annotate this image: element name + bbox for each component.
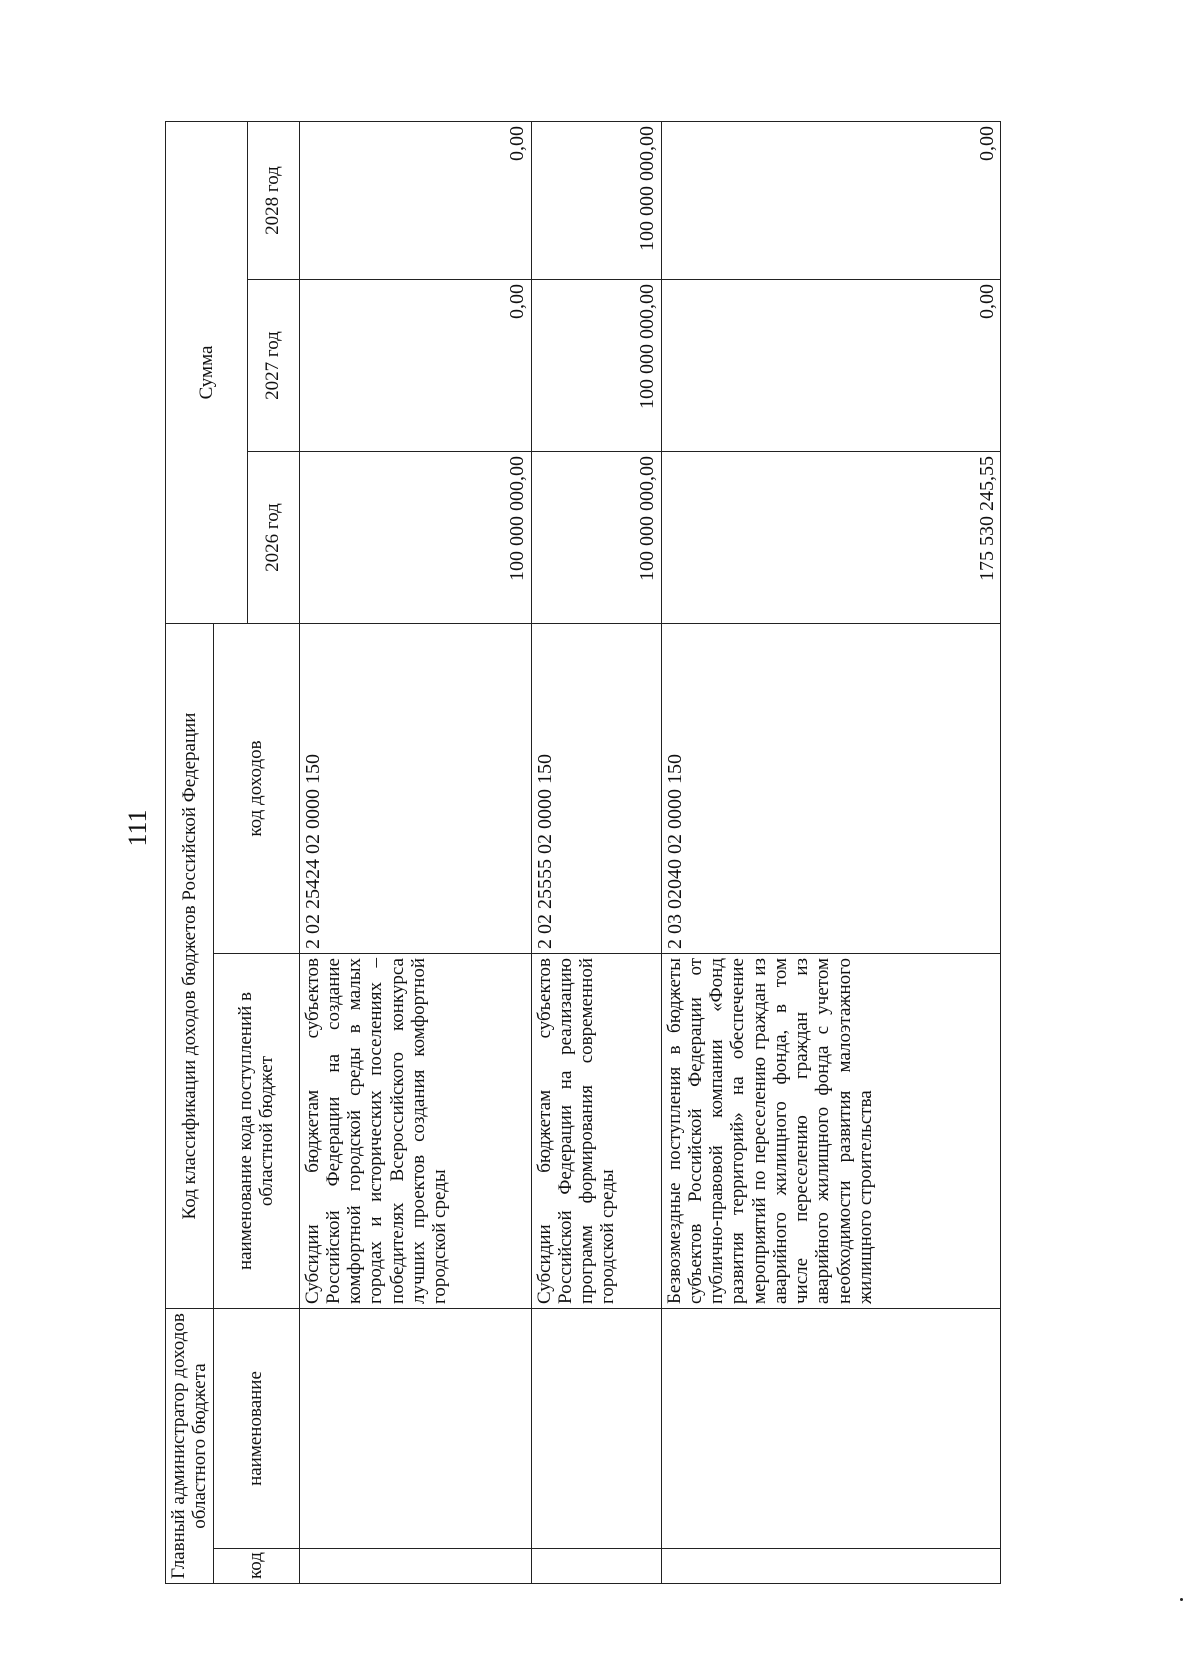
header-sum-group: Сумма [166, 122, 248, 624]
table-row [299, 122, 531, 1584]
budget-table-container [165, 122, 1001, 1584]
row-admin-name [299, 1309, 531, 1549]
row-sum-2028: 0,00 [661, 122, 1000, 280]
row-sum-2026: 100 000 000,00 [299, 452, 531, 624]
budget-revenue-table [165, 121, 1001, 1584]
row-sum-2027: 0,00 [661, 280, 1000, 452]
row-code [661, 1549, 1000, 1584]
row-income-code: 2 02 25424 02 0000 150 [299, 624, 531, 954]
row-description: Субсидии бюджетам субъектов Российской Федерации на создание комфортной городской среды в малых городах и исторических поселениях – победителях Всероссийского конкурса лучших проектов создания комфортной городской среды [299, 954, 531, 1309]
row-sum-2028: 0,00 [299, 122, 531, 280]
row-sum-2027: 0,00 [299, 280, 531, 452]
row-code [299, 1549, 531, 1584]
row-sum-2028: 100 000 000,00 [531, 122, 661, 280]
scan-speck [1180, 1598, 1183, 1601]
row-description: Безвозмездные поступления в бюджеты субъектов Российской Федерации от публично-правовой компании «Фонд развития территорий» на обеспечение мероприятий по переселению граждан из аварийного жилищного фонда, в том числе переселению граждан из аварийного жилищного фонда с учетом необходимости развития малоэтажного жилищного строительства [661, 954, 1000, 1309]
header-admin-name: наименование [213, 1309, 299, 1549]
row-sum-2026: 175 530 245,55 [661, 452, 1000, 624]
header-year-2028: 2028 год [247, 122, 299, 280]
header-income-code: код доходов [213, 624, 299, 954]
header-admin-group: Главный администратор доходов областного бюджета [166, 1309, 214, 1584]
header-code: код [213, 1549, 299, 1584]
row-sum-2027: 100 000 000,00 [531, 280, 661, 452]
row-admin-name [661, 1309, 1000, 1549]
table-row [531, 122, 661, 1584]
row-description: Субсидии бюджетам субъектов Российской Федерации на реализацию программ формирования современной городской среды [531, 954, 661, 1309]
table-row [661, 122, 1000, 1584]
row-admin-name [531, 1309, 661, 1549]
row-income-code: 2 03 02040 02 0000 150 [661, 624, 1000, 954]
row-income-code: 2 02 25555 02 0000 150 [531, 624, 661, 954]
row-code [531, 1549, 661, 1584]
header-year-2026: 2026 год [247, 452, 299, 624]
header-classification-group: Код классификации доходов бюджетов Российской Федерации [166, 624, 214, 1309]
header-year-2027: 2027 год [247, 280, 299, 452]
row-sum-2026: 100 000 000,00 [531, 452, 661, 624]
header-income-name: наименование кода поступлений в областной бюджет [213, 954, 299, 1309]
page-number: 111 [123, 809, 152, 847]
